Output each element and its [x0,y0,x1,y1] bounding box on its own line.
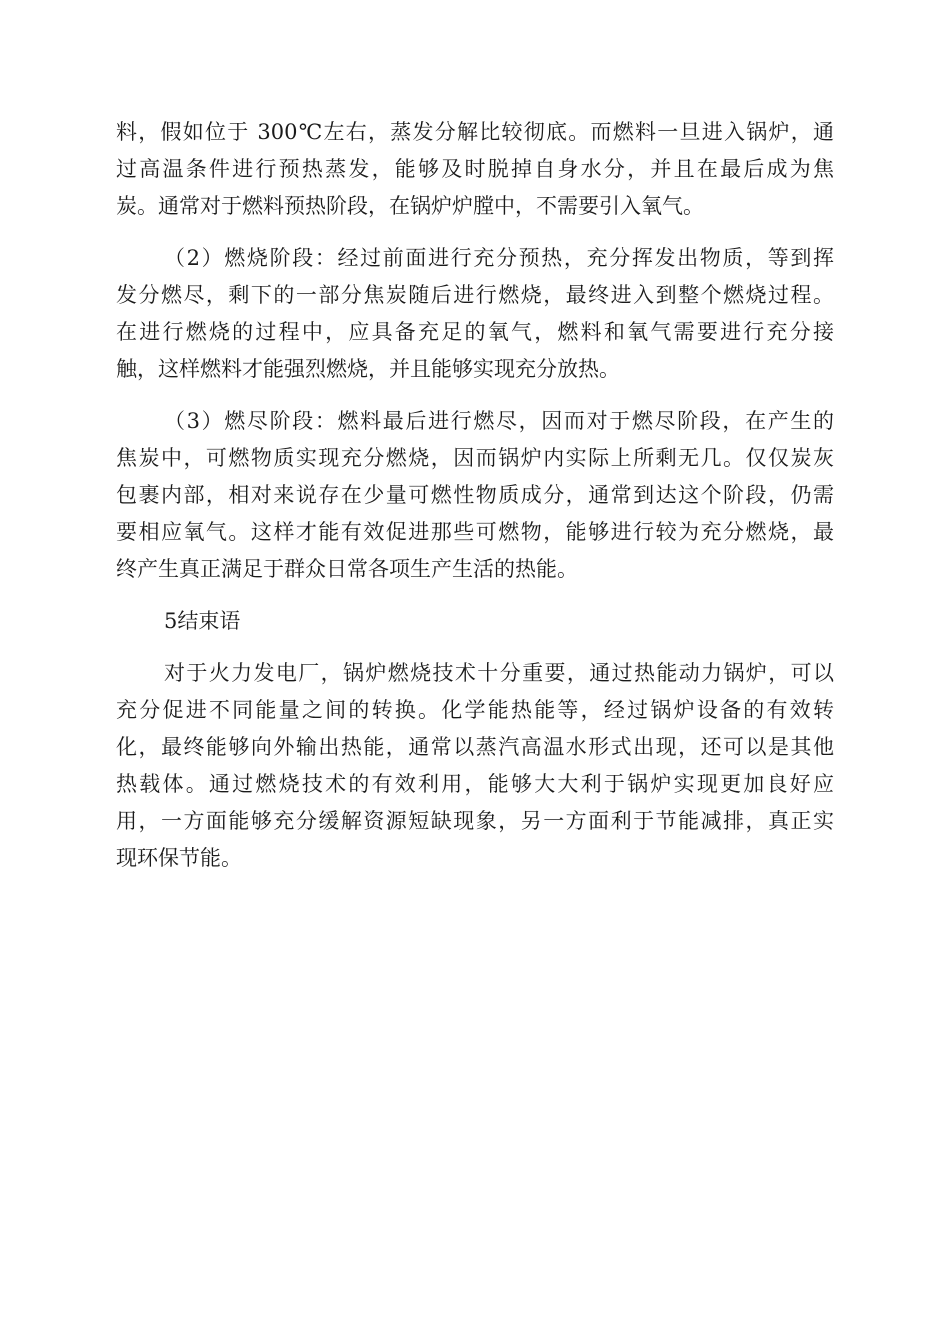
text-line: 热载体。通过燃烧技术的有效利用，能够大大利于锅炉实现更加良好应 [116,772,834,796]
text-line: 包裹内部，相对来说存在少量可燃性物质成分，通常到达这个阶段，仍需 [116,483,834,507]
text-line: （2）燃烧阶段：经过前面进行充分预热，充分挥发出物质，等到挥 [164,246,834,270]
text-line: 炭。通常对于燃料预热阶段，在锅炉炉膛中，不需要引入氧气。 [116,194,704,218]
paragraph-preheat-continued [116,114,834,225]
text-line: 在进行燃烧的过程中，应具备充足的氧气，燃料和氧气需要进行充分接 [116,320,834,344]
text-line: 终产生真正满足于群众日常各项生产生活的热能。 [116,557,578,581]
text-line: （3）燃尽阶段：燃料最后进行燃尽，因而对于燃尽阶段，在产生的 [164,409,834,433]
text-line: 焦炭中，可燃物质实现充分燃烧，因而锅炉内实际上所剩无几。仅仅炭灰 [116,446,834,470]
text-line: 料，假如位于 300℃左右，蒸发分解比较彻底。而燃料一旦进入锅炉，通 [116,120,834,144]
text-line: 过高温条件进行预热蒸发，能够及时脱掉自身水分，并且在最后成为焦 [116,157,834,181]
text-line: 化，最终能够向外输出热能，通常以蒸汽高温水形式出现，还可以是其他 [116,735,834,759]
text-line: 要相应氧气。这样才能有效促进那些可燃物，能够进行较为充分燃烧，最 [116,520,834,544]
text-line: 用，一方面能够充分缓解资源短缺现象，另一方面利于节能减排，真正实 [116,809,834,833]
text-line: 对于火力发电厂，锅炉燃烧技术十分重要，通过热能动力锅炉，可以 [164,661,834,685]
text-line: 充分促进不同能量之间的转换。化学能热能等，经过锅炉设备的有效转 [116,698,834,722]
document-page [116,114,834,892]
text-line: 触，这样燃料才能强烈燃烧，并且能够实现充分放热。 [116,357,620,381]
paragraph-burnout-stage [116,403,834,588]
section-heading-conclusion [116,603,834,640]
text-line: 现环保节能。 [116,846,242,870]
paragraph-combustion-stage [116,240,834,388]
section-title: 5结束语 [164,609,241,633]
text-line: 发分燃尽，剩下的一部分焦炭随后进行燃烧，最终进入到整个燃烧过程。 [116,283,834,307]
paragraph-conclusion [116,655,834,877]
